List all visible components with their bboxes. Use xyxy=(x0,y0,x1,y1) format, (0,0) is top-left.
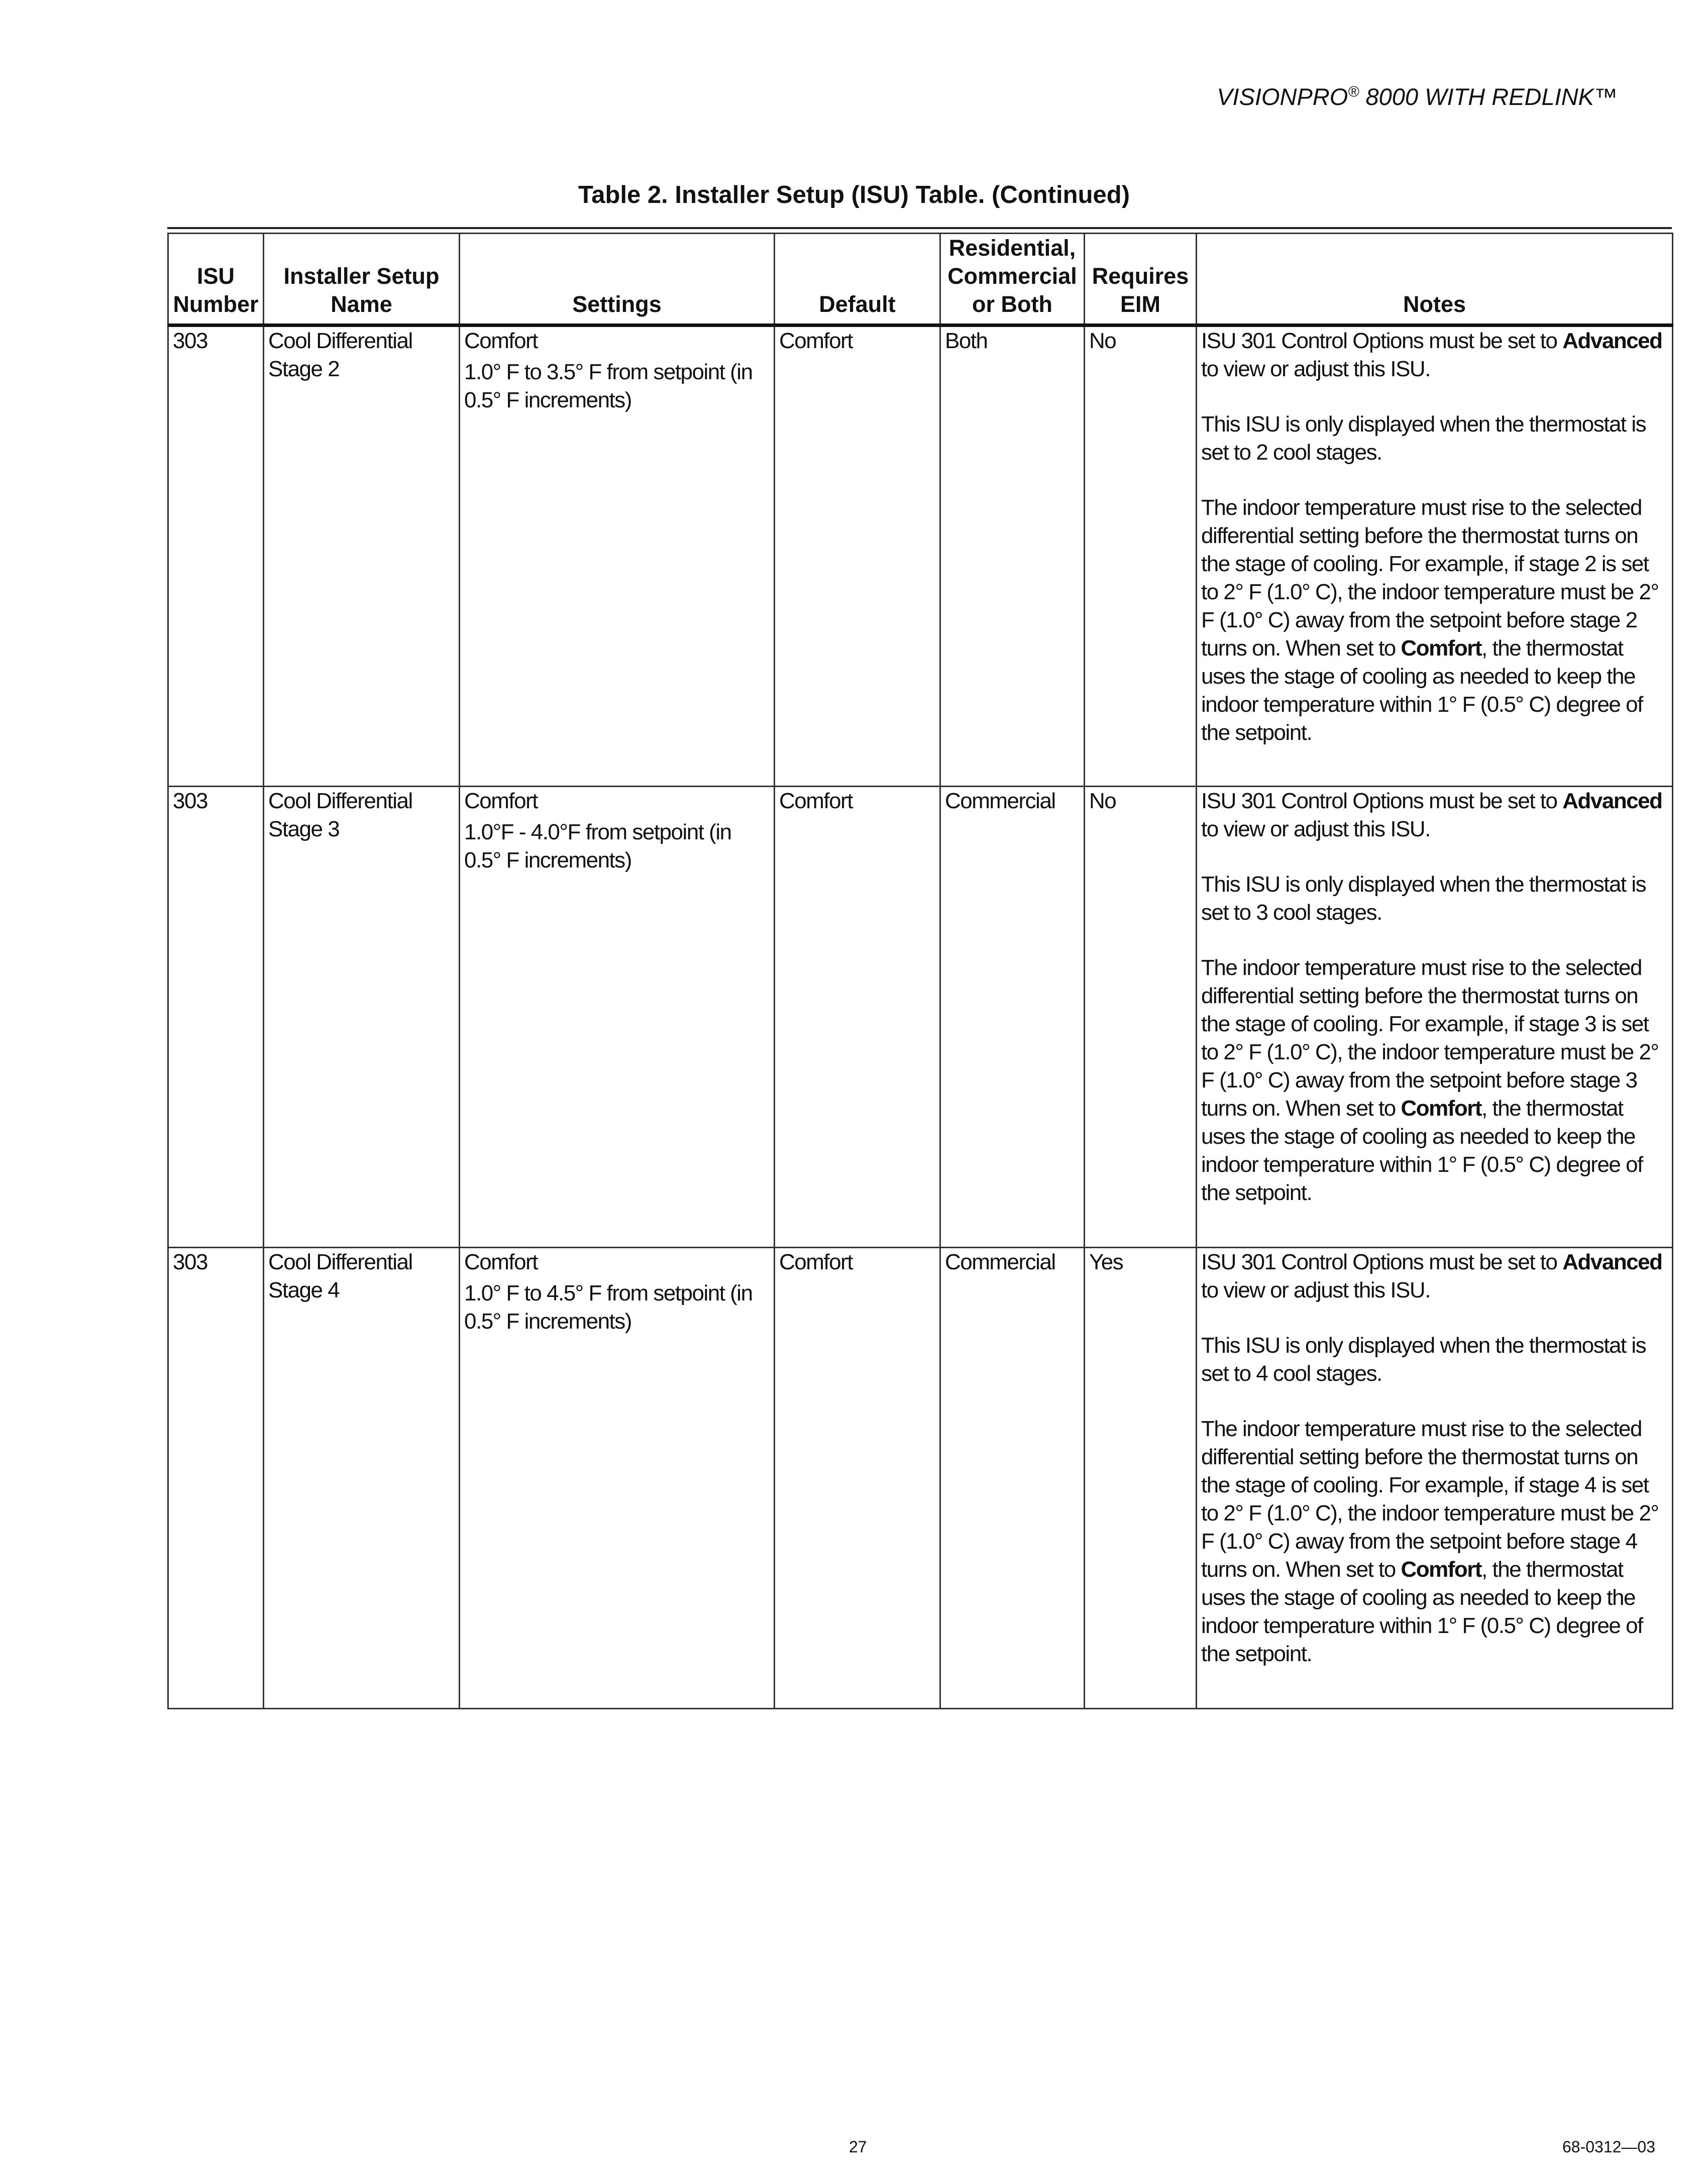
note-bold-advanced: Advanced xyxy=(1562,329,1662,353)
cell-settings xyxy=(460,325,775,787)
note-display-condition: This ISU is only displayed when the thermostat is set to 4 cool stages. xyxy=(1201,1333,1646,1386)
note-bold-comfort: Comfort xyxy=(1401,1557,1482,1582)
note-bold-comfort: Comfort xyxy=(1401,636,1482,661)
cell-name: Cool Differential Stage 2 xyxy=(264,325,460,787)
product-name: VISIONPRO xyxy=(1217,83,1348,110)
cell-applies-to: Commercial xyxy=(940,1248,1085,1709)
setting-default-value: Comfort xyxy=(464,789,538,813)
note-bold-comfort: Comfort xyxy=(1401,1096,1482,1121)
cell-notes xyxy=(1197,325,1673,787)
note-display-condition: This ISU is only displayed when the thermostat is set to 3 cool stages. xyxy=(1201,872,1646,925)
note-bold-advanced: Advanced xyxy=(1562,789,1662,813)
cell-settings xyxy=(460,1248,775,1709)
registered-mark: ® xyxy=(1348,83,1359,100)
col-header-name: Installer Setup Name xyxy=(264,234,460,325)
setting-range: 1.0° F to 3.5° F from setpoint (in 0.5° F increments) xyxy=(464,360,753,412)
isu-table xyxy=(167,233,1673,1709)
note-display-condition: This ISU is only displayed when the thermostat is set to 2 cool stages. xyxy=(1201,412,1646,465)
cell-requires-eim: No xyxy=(1085,787,1197,1248)
setting-default-value: Comfort xyxy=(464,329,538,353)
col-header-notes: Notes xyxy=(1197,234,1673,325)
col-header-residential-commercial: Residential, Commercial or Both xyxy=(940,234,1085,325)
note-differential-explanation: The indoor temperature must rise to the selected differential setting before the thermostat turns on the stage of cooling. For example, if stage 3 is set to 2° F (1.0° C), the indoor temperature must be 2° F (1.0° C) away from the setpoint before stage 3 turns on. When set to Comfort, the thermostat uses the stage of cooling as needed to keep the indoor temperature within 1° F (0.5° C) degree of the setpoint. xyxy=(1201,955,1659,1205)
cell-isu-number: 303 xyxy=(168,1248,264,1709)
table-caption: Table 2. Installer Setup (ISU) Table. (Continued) xyxy=(578,181,1130,208)
cell-applies-to: Commercial xyxy=(940,787,1085,1248)
table-row xyxy=(168,787,1673,1248)
document-number: 68-0312—03 xyxy=(1562,2138,1655,2156)
table-header-row xyxy=(168,234,1673,325)
note-control-options: ISU 301 Control Options must be set to Advanced to view or adjust this ISU. xyxy=(1201,329,1662,381)
setting-range: 1.0°F - 4.0°F from setpoint (in 0.5° F increments) xyxy=(464,820,731,873)
product-name-rest: 8000 WITH REDLINK™ xyxy=(1359,83,1618,110)
note-control-options: ISU 301 Control Options must be set to Advanced to view or adjust this ISU. xyxy=(1201,1250,1662,1302)
cell-requires-eim: No xyxy=(1085,325,1197,787)
note-bold-advanced: Advanced xyxy=(1562,1250,1662,1274)
cell-name: Cool Differential Stage 4 xyxy=(264,1248,460,1709)
col-header-isu-number: ISU Number xyxy=(168,234,264,325)
cell-isu-number: 303 xyxy=(168,325,264,787)
table-row xyxy=(168,325,1673,787)
cell-requires-eim: Yes xyxy=(1085,1248,1197,1709)
cell-applies-to: Both xyxy=(940,325,1085,787)
setting-range: 1.0° F to 4.5° F from setpoint (in 0.5° F increments) xyxy=(464,1281,753,1334)
cell-default: Comfort xyxy=(775,787,940,1248)
cell-default: Comfort xyxy=(775,325,940,787)
cell-notes xyxy=(1197,1248,1673,1709)
col-header-settings: Settings xyxy=(460,234,775,325)
cell-settings xyxy=(460,787,775,1248)
cell-name: Cool Differential Stage 3 xyxy=(264,787,460,1248)
cell-isu-number: 303 xyxy=(168,787,264,1248)
cell-default: Comfort xyxy=(775,1248,940,1709)
table-top-rule xyxy=(167,227,1672,229)
note-differential-explanation: The indoor temperature must rise to the selected differential setting before the thermostat turns on the stage of cooling. For example, if stage 2 is set to 2° F (1.0° C), the indoor temperature must be 2° F (1.0° C) away from the setpoint before stage 2 turns on. When set to Comfort, the thermostat uses the stage of cooling as needed to keep the indoor temperature within 1° F (0.5° C) degree of the setpoint. xyxy=(1201,495,1659,745)
note-differential-explanation: The indoor temperature must rise to the selected differential setting before the thermostat turns on the stage of cooling. For example, if stage 4 is set to 2° F (1.0° C), the indoor temperature must be 2° F (1.0° C) away from the setpoint before stage 4 turns on. When set to Comfort, the thermostat uses the stage of cooling as needed to keep the indoor temperature within 1° F (0.5° C) degree of the setpoint. xyxy=(1201,1416,1659,1666)
table-row xyxy=(168,1248,1673,1709)
note-control-options: ISU 301 Control Options must be set to Advanced to view or adjust this ISU. xyxy=(1201,789,1662,841)
cell-notes xyxy=(1197,787,1673,1248)
col-header-requires-eim: Requires EIM xyxy=(1085,234,1197,325)
col-header-default: Default xyxy=(775,234,940,325)
page-number: 27 xyxy=(849,2138,867,2156)
setting-default-value: Comfort xyxy=(464,1250,538,1274)
running-header xyxy=(1217,83,1618,111)
